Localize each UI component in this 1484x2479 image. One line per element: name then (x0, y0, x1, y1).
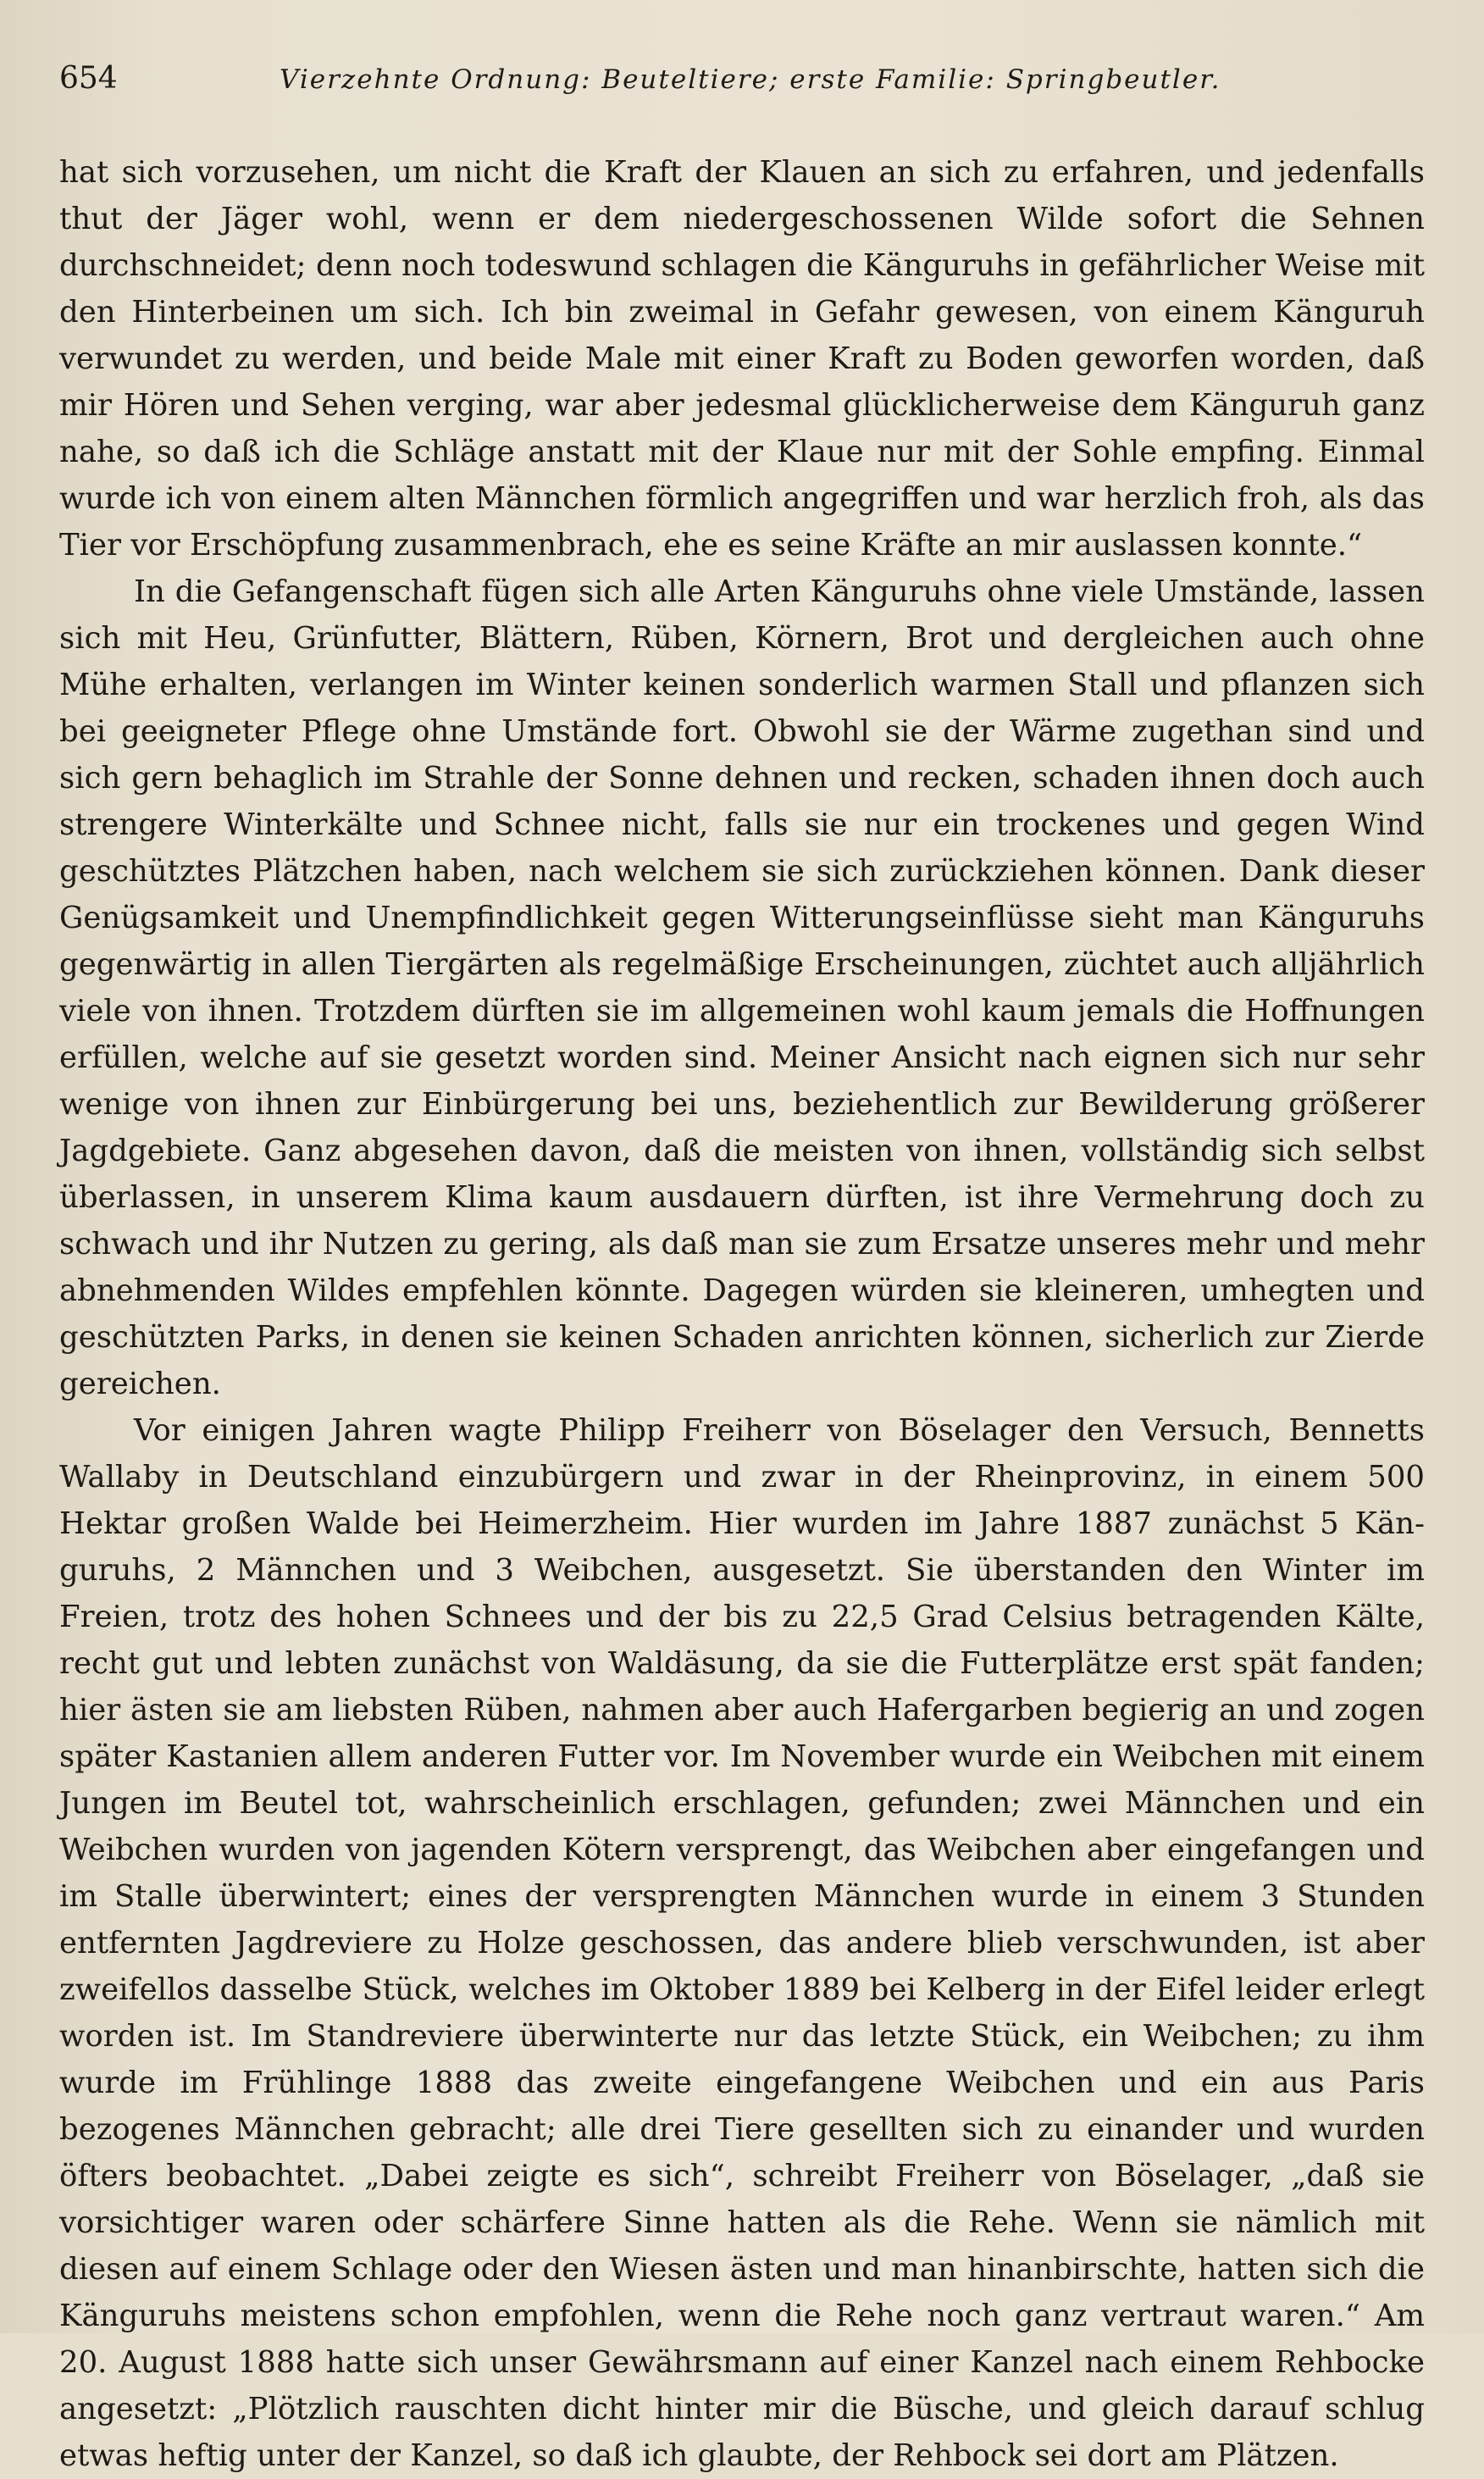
page-header (59, 61, 1425, 142)
paragraph-continuation: hat sich vorzusehen, um nicht die Kraft der Klauen an sich zu erfahren, und jedenfalls thut der Jäger wohl, wenn er dem niedergeschossenen Wilde sofort die Sehnen durchschneidet; denn noch todeswund schlagen die Känguruhs in gefährlicher Weise mit den Hinterbeinen um sich. Ich bin zweimal in Gefahr gewesen, von einem Känguruh verwundet zu werden, und beide Male mit einer Kraft zu Boden geworfen worden, daß mir Hören und Sehen verging, war aber jedesmal glücklicherweise dem Känguruh ganz nahe, so daß ich die Schläge anstatt mit der Klaue nur mit der Sohle empfing. Einmal wurde ich von einem alten Männchen förmlich angegriffen und war herzlich froh, als das Tier vor Erschöpfung zusammenbrach, ehe es seine Kräfte an mir auslassen konnte.“ (59, 155, 1425, 563)
paragraph-captivity: In die Gefangenschaft fügen sich alle Arten Känguruhs ohne viele Umstände, lassen sich mit Heu, Grünfutter, Blättern, Rüben, Körnern, Brot und dergleichen auch ohne Mühe erhalten, verlangen im Winter keinen sonderlich warmen Stall und pflanzen sich bei geeigneter Pflege ohne Umstände fort. Obwohl sie der Wärme zugethan sind und sich gern behaglich im Strahle der Sonne dehnen und recken, schaden ihnen doch auch strengere Winterkälte und Schnee nicht, falls sie nur ein trockenes und gegen Wind geschütztes Plätzchen haben, nach welchem sie sich zurückziehen können. Dank dieser Genügsamkeit und Unempfindlichkeit gegen Witterungseinflüsse sieht man Känguruhs gegenwärtig in allen Tiergärten als regelmäßige Erscheinungen, züchtet auch alljährlich viele von ihnen. Trotzdem dürften sie im allgemeinen wohl kaum jemals die Hoffnungen erfüllen, welche auf sie gesetzt worden sind. Meiner Ansicht nach eignen sich nur sehr wenige von ihnen zur Einbürgerung bei uns, beziehentlich zur Bewilderung größerer Jagdgebiete. Ganz abgesehen davon, daß die meisten von ihnen, vollständig sich selbst überlassen, in unserem Klima kaum ausdauern dürften, ist ihre Vermehrung doch zu schwach und ihr Nutzen zu gering, als daß man sie zum Ersatze unseres mehr und mehr abnehmenden Wildes empfehlen könnte. Dagegen würden sie kleineren, umhegten und geschützten Parks, in denen sie keinen Schaden anrichten können, sicherlich zur Zierde gereichen. (59, 574, 1425, 1401)
page-number: 654 (59, 61, 118, 96)
paragraph-boeselager: Vor einigen Jahren wagte Philipp Freiherr von Böselager den Versuch, Bennetts Wallaby in Deutschland einzubürgern und zwar in der Rheinprovinz, in einem 500 Hektar großen Walde bei Heimerzheim. Hier wurden im Jahre 1887 zunächst 5 Känguruhs, 2 Männchen und 3 Weibchen, ausgesetzt. Sie überstanden den Winter im Freien, trotz des hohen Schnees und der bis zu 22,5 Grad Celsius betragenden Kälte, recht gut und lebten zunächst von Waldäsung, da sie die Futterplätze erst spät fanden; hier ästen sie am liebsten Rüben, nahmen aber auch Hafergarben begierig an und zogen später Kastanien allem anderen Futter vor. Im November wurde ein Weibchen mit einem Jungen im Beutel tot, wahrscheinlich erschlagen, gefunden; zwei Männchen und ein Weibchen wurden von jagenden Kötern versprengt, das Weibchen aber eingefangen und im Stalle überwintert; eines der versprengten Männchen wurde in einem 3 Stunden entfernten Jagdreviere zu Holze geschossen, das andere blieb verschwunden, ist aber zweifellos dasselbe Stück, welches im Oktober 1889 bei Kelberg in der Eifel leider erlegt worden ist. Im Standreviere überwinterte nur das letzte Stück, ein Weibchen; zu ihm wurde im Frühlinge 1888 das zweite eingefangene Weibchen und ein aus Paris bezogenes Männchen gebracht; alle drei Tiere gesellten sich zu einander und wurden öfters beobachtet. „Dabei zeigte es sich“, schreibt Freiherr von Böselager, „daß sie vorsichtiger waren oder schärfere Sinne hatten als die Rehe. Wenn sie nämlich mit diesen auf einem Schlage oder den Wiesen ästen und man hinanbirschte, hatten sich die Känguruhs meistens schon empfohlen, wenn die Rehe noch ganz vertraut waren.“ Am 20. August 1888 hatte sich unser Gewährsmann auf einer Kanzel nach einem Rehbocke angesetzt: „Plötzlich rauschten dicht hinter mir die Büsche, und gleich darauf schlug etwas heftig unter der Kanzel, so daß ich glaubte, der Rehbock sei dort am Plätzen. (59, 1413, 1425, 2473)
body-text (59, 149, 1425, 2479)
running-head: Vierzehnte Ordnung: Beuteltiere; erste Familie: Springbeutler. (280, 64, 1221, 95)
